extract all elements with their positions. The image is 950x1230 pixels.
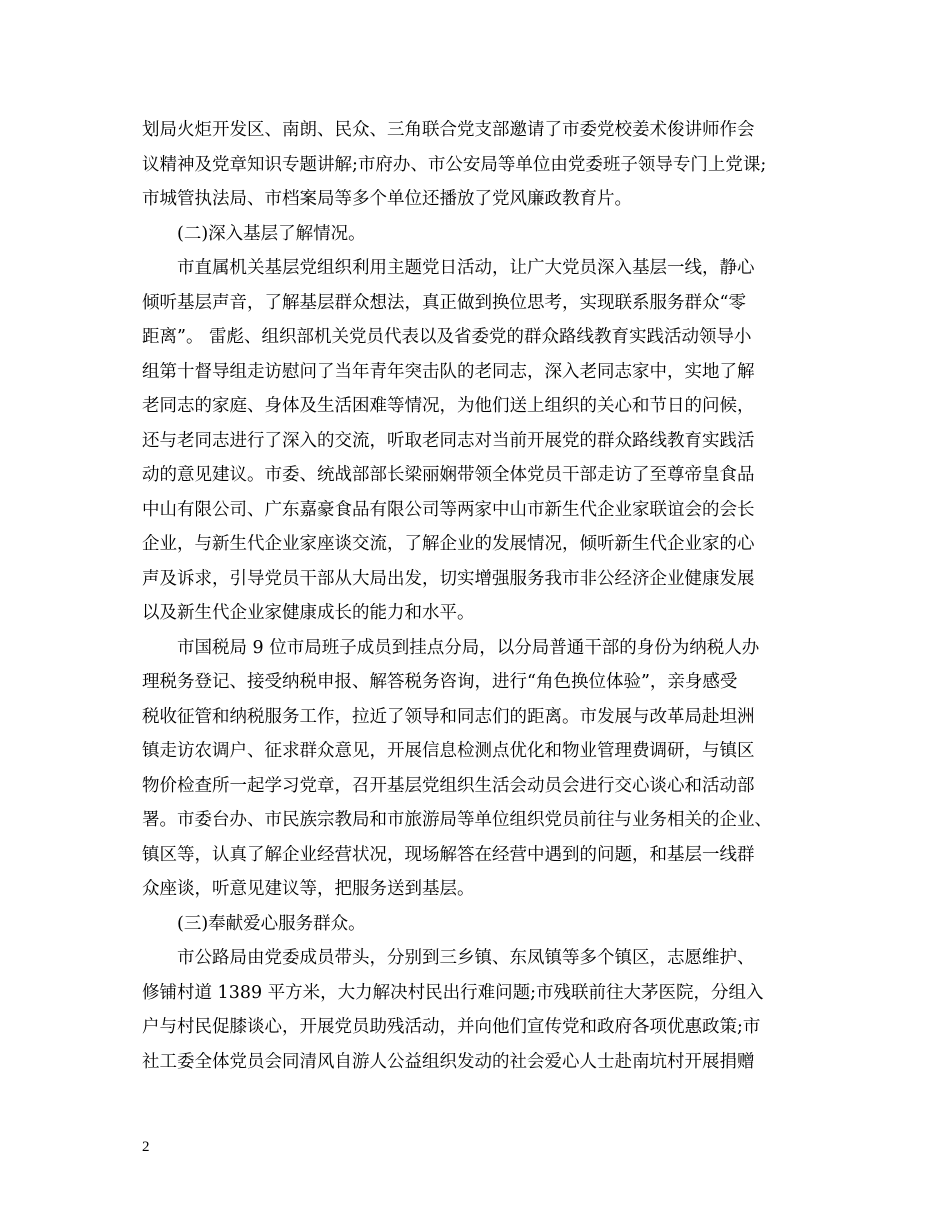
paragraph-continuation: 划局火炬开发区、南朗、民众、三角联合党支部邀请了市委党校姜术俊讲师作会 议精神及党章知识专题讲解;市府办、市公安局等单位由党委班子领导专门上党课; 市城管执法局、市档案局等多个单位还播放了党风廉政教育片。 — [142, 120, 767, 209]
section-heading-2: (二)深入基层了解情况。 — [177, 223, 366, 244]
paragraph-grassroots-visits: 市直属机关基层党组织利用主题党日活动，让广大党员深入基层一线，静心 倾听基层声音，了解基层群众想法，真正做到换位思考，实现联系服务群众“零 距离”。 雷彪、组织部机关党员代表以及省委党的群众路线教育实践活动领导小 组第十督导组走访慰问了当年青年突击队的老同志，深入老同志家中，实地了解 老同志的家庭、身体及生活困难等情况，为他们送上组织的关心和节日的问候， 还与老同志进行了深入的交流，听取老同志对当前开展党的群众路线教育实践活 动的意见建议。市委、统战部部长梁丽娴带领全体党员干部走访了至尊帝皇食品 中山有限公司、广东嘉豪食品有限公司等两家中山市新生代企业家联谊会的会长 企业，与新生代企业家座谈交流，了解企业的发展情况，倾听新生代企业家的心 声及诉求，引导党员干部从大局出发，切实增强服务我市非公经济企业健康发展 以及新生代企业家健康成长的能力和水平。 — [142, 258, 755, 623]
page-number: 2 — [142, 1139, 150, 1155]
paragraph-highway-bureau: 市公路局由党委成员带头，分别到三乡镇、东凤镇等多个镇区，志愿维护、 修铺村道 1389 平方米，大力解决村民出行难问题;市残联前往大茅医院，分组入 户与村民促膝谈心，开展党员助残活动，并向他们宣传党和政府各项优惠政策;市 社工委全体党员会同清风自游人公益组织发动的社会爱心人士赴南坑村开展捐赠 — [142, 948, 764, 1072]
paragraph-tax-bureau: 市国税局 9 位市局班子成员到挂点分局，以分局普通干部的身份为纳税人办 理税务登记、接受纳税申报、解答税务咨询，进行“角色换位体验”，亲身感受 税收征管和纳税服务工作，拉近了领导和同志们的距离。市发展与改革局赴坦洲 镇走访农调户、征求群众意见，开展信息检测点优化和物业管理费调研，与镇区 物价检查所一起学习党章，召开基层党组织生活会动员会进行交心谈心和活动部 署。市委台办、市民族宗教局和市旅游局等单位组织党员前往与业务相关的企业、 镇区等，认真了解企业经营状况，现场解答在经营中遇到的问题，和基层一线群 众座谈，听意见建议等，把服务送到基层。 — [142, 637, 772, 899]
page-body — [142, 113, 814, 1079]
section-heading-3: (三)奉献爱心服务群众。 — [177, 913, 366, 934]
